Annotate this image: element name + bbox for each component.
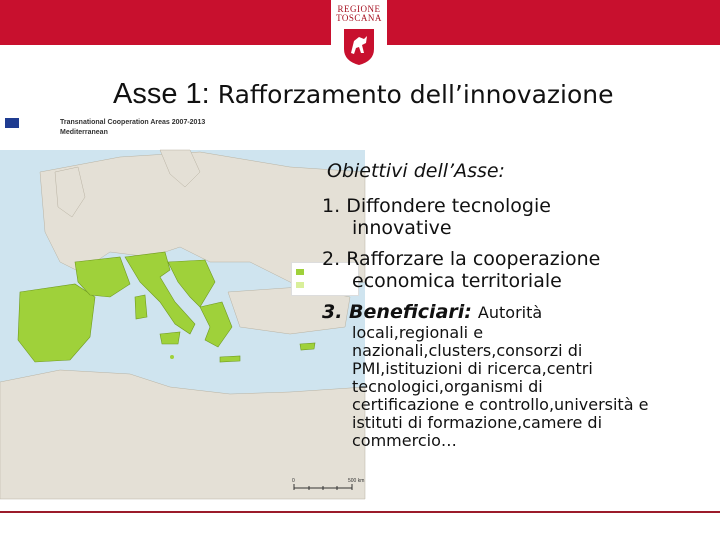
map-caption-line-1: Transnational Cooperation Areas 2007-2013 [60, 119, 206, 126]
beneficiaries-line: istituti di formazione,camere di [352, 413, 603, 432]
beneficiaries-line: locali,regionali e [352, 323, 484, 342]
cooperation-area-map [0, 112, 365, 499]
slide-title [113, 78, 614, 111]
objective-text-line-2: economica territoriale [352, 270, 562, 292]
objectives-panel [322, 160, 714, 459]
europe-map-shapes [0, 112, 365, 499]
objective-number: 2. [322, 248, 341, 270]
objective-item-1 [322, 195, 714, 239]
objective-number: 1. [322, 195, 341, 217]
beneficiaries-line: nazionali,clusters,consorzi di [352, 341, 583, 360]
map-scale-bar [292, 476, 365, 496]
beneficiaries-item [322, 301, 714, 450]
legend-swatch-2 [296, 282, 304, 288]
footer-divider [0, 511, 720, 513]
regione-toscana-logo [331, 0, 387, 76]
beneficiaries-line: commercio… [352, 431, 457, 450]
title-text: Rafforzamento dell’innovazione [217, 80, 614, 109]
objective-text-line-1: Diffondere tecnologie [346, 195, 551, 217]
beneficiaries-line: certificazione e controllo,università e [352, 395, 649, 414]
shield-icon [342, 27, 376, 67]
beneficiaries-line: PMI,istituzioni di ricerca,centri [352, 359, 593, 378]
beneficiaries-label: 3. Beneficiari: [322, 301, 472, 323]
objectives-heading: Obiettivi dell’Asse: [327, 160, 505, 182]
map-caption-line-2: Mediterranean [60, 129, 108, 136]
legend-swatch-1 [296, 269, 304, 275]
title-number: Asse 1: [113, 78, 210, 110]
objective-text-line-1: Rafforzare la cooperazione [346, 248, 601, 270]
objective-text-line-2: innovative [352, 217, 452, 239]
beneficiaries-lead: Autorità [477, 303, 543, 322]
scale-start-label: 0 [292, 478, 295, 484]
scale-end-label: 500 km [348, 478, 365, 484]
objective-item-2 [322, 248, 714, 292]
logo-line-1: REGIONE [337, 4, 381, 14]
beneficiaries-list [322, 324, 714, 450]
logo-line-2: TOSCANA [336, 13, 382, 23]
beneficiaries-line: tecnologici,organismi di [352, 377, 543, 396]
